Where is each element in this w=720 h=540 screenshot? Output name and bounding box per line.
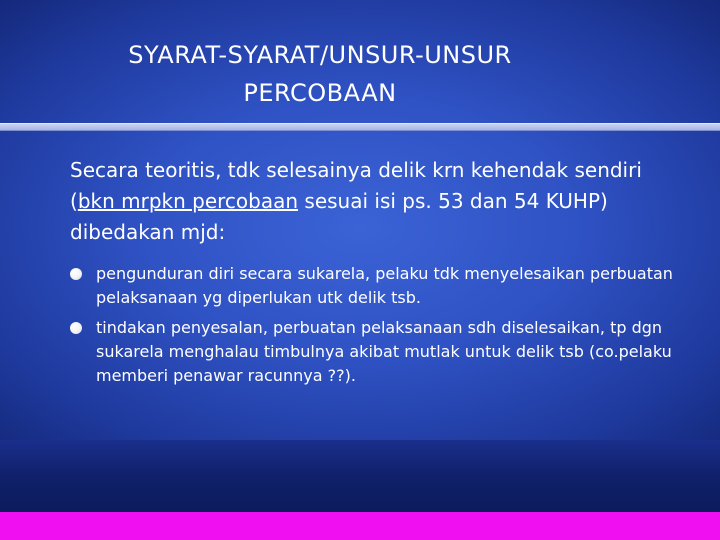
intro-paragraph xyxy=(70,155,690,248)
accent-strip xyxy=(0,512,720,540)
intro-underlined-text: bkn mrpkn percobaan xyxy=(77,189,299,213)
list-item xyxy=(70,316,690,388)
bottom-band xyxy=(0,440,720,512)
list-item xyxy=(70,262,690,310)
title-line-2: PERCOBAAN xyxy=(243,79,397,107)
intro-text-before: Secara teoritis, tdk selesainya delik krn kehendak sendiri ( xyxy=(70,158,642,213)
title-line-1: SYARAT-SYARAT/UNSUR-UNSUR xyxy=(128,41,512,69)
bullet-text: pengunduran diri secara sukarela, pelaku tdk menyelesaikan perbuatan pelaksanaan yg diperlukan utk delik tsb. xyxy=(96,264,673,307)
bullet-disc-icon xyxy=(70,322,82,334)
intro-text-after: sesuai isi ps. 53 dan 54 KUHP) dibedakan mjd: xyxy=(70,189,608,244)
bullet-list xyxy=(70,262,690,394)
bullet-text: tindakan penyesalan, perbuatan pelaksanaan sdh diselesaikan, tp dgn sukarela menghalau timbulnya akibat mutlak untuk delik tsb (co.pelaku memberi penawar racunnya ??). xyxy=(96,318,672,385)
bullet-disc-icon xyxy=(70,268,82,280)
title-divider xyxy=(0,123,720,131)
slide-title xyxy=(0,36,640,112)
